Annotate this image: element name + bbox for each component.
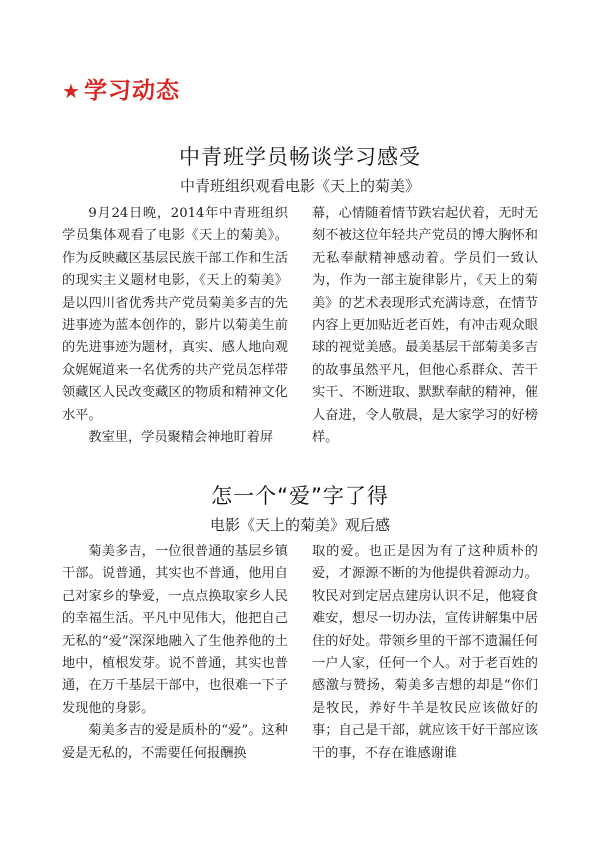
article2-title: 怎一个“爱”字了得 [211,484,389,508]
article2-subtitle: 电影《天上的菊美》观后感 [209,516,390,534]
article2-right-column [312,541,538,765]
section-label: 学习动态 [83,78,180,104]
article2-paragraph: 取的爱。也正是因为有了这种质朴的爱，才源源不断的为他提供着源动力。牧民对到定居点建房认识不足，他寝食难安，想尽一切办法，宣传讲解集中居住的好处。带领乡里的干部不遗漏任何一户人家，任何一个人。对于老百姓的感激与赞扬，菊美多吉想的却是“你们是牧民，养好牛羊是牧民应该做好的事；自己是干部，就应该干好干部应该干的事，不存在谁感谢谁 [312,544,538,761]
article1-title: 中青班学员畅谈学习感受 [179,145,421,169]
section-title [62,72,180,105]
star-icon: ★ [62,79,81,103]
article1-right-column [312,203,538,449]
article1-subtitle: 中青班组织观看电影《天上的菊美》 [179,177,420,195]
article2-paragraph: 菊美多吉，一位很普通的基层乡镇干部。说普通，其实也不普通，他用自己对家乡的挚爱，一点点换取家乡人民的幸福生活。平凡中见伟大，他把自己无私的“爱”深深地融入了生他养他的土地中，植根发芽。说不普通，其实也普通，在万千基层干部中，也很难一下子发现他的身影。 [62,544,288,716]
article1-paragraph: 教室里，学员聚精会神地盯着屏 [88,430,274,446]
article1-paragraph: 幕，心情随着情节跌宕起伏着，无时无刻不被这位年轻共产党员的博大胸怀和无私奉献精神感动着。学员们一致认为，作为一部主旋律影片，《天上的菊美》的艺术表现形式充满诗意，在情节内容上更加贴近老百姓，有冲击观众眼球的视觉美感。最美基层干部菊美多吉的故事虽然平凡，但他心系群众、苦干实干、不断进取、默默奉献的精神，催人奋进，令人敬晨，是大家学习的好榜样。 [312,206,538,446]
article1-paragraph: 9月24日晚，2014年中青班组织学员集体观看了电影《天上的菊美》。作为反映藏区基层民族干部工作和生活的现实主义题材电影，《天上的菊美》是以四川省优秀共产党员菊美多吉的先进事迹为蓝本创作的，影片以菊美生前的先进事迹为题材，真实、感人地向观众娓娓道来一名优秀的共产党员怎样带领藏区人民改变藏区的物质和精神文化水平。 [62,206,288,423]
article2-paragraph: 菊美多吉的爱是质朴的“爱”。这种爱是无私的，不需要任何报酬换 [62,723,288,761]
article2-left-column [62,541,288,765]
article1-left-column [62,203,288,449]
